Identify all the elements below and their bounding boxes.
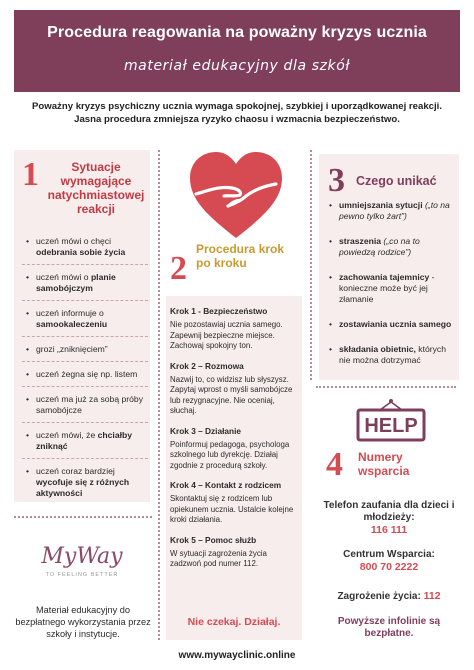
step-title: Krok 5 – Pomoc służb	[170, 534, 257, 545]
divider	[310, 150, 312, 380]
phone-number[interactable]: 116 111	[370, 524, 408, 536]
section4-title: Numery wsparcia	[358, 450, 410, 478]
page-title: Procedura reagowania na poważny kryzys ucznia	[47, 24, 427, 41]
footer-url[interactable]: www.mywayclinic.online	[178, 650, 296, 661]
list-item: • straszenia („co na to powiedzą rodzice”)	[326, 236, 456, 258]
list-item: • uczeń informuje o samookaleczeniu	[22, 308, 148, 337]
phone-label: Centrum Wsparcia:	[343, 549, 435, 560]
list-item: • uczeń żegna się np. listem	[22, 369, 148, 387]
divider	[158, 150, 160, 640]
step-title: Krok 4 – Kontakt z rodzicem	[170, 480, 282, 490]
step-title: Krok 1 - Bezpieczeństwo	[170, 306, 268, 316]
list-item: • grozi „zniknięciem”	[22, 344, 148, 362]
section1-list	[22, 236, 148, 513]
step-title: Krok 2 – Rozmowa	[170, 360, 244, 371]
phone-item	[322, 500, 456, 537]
section1-number: 1	[22, 156, 39, 193]
list-item: • zostawiania ucznia samego	[326, 319, 456, 330]
step-body: Nazwij to, co widzisz lub słyszysz. Zapytaj wprost o myśli samobójcze lub rezygnacyjne. Nie oceniaj, słuchaj.	[170, 374, 293, 415]
help-sign-text: HELP	[364, 415, 418, 437]
list-item: • uczeń mówi o chęci odebrania sobie życia	[22, 236, 148, 265]
divider	[14, 516, 152, 518]
phone-item	[322, 586, 456, 604]
support-numbers	[322, 500, 456, 652]
intro-line-2: Jasna procedura zmniejsza ryzyko chaosu i wzmacnia bezpieczeństwo.	[74, 114, 400, 125]
phone-item	[322, 616, 456, 640]
myway-logo	[34, 544, 130, 592]
list-item: • uczeń coraz bardziej wycofuje się z różnych aktywności	[22, 466, 148, 506]
free-lines-note: Powyższe infolinie są bezpłatne.	[337, 616, 441, 639]
divider	[316, 386, 456, 388]
step-item	[170, 361, 298, 417]
list-item: • składania obietnic, których nie można dotrzymać	[326, 344, 456, 366]
step-item	[170, 306, 298, 352]
steps-list	[170, 306, 298, 579]
page-subtitle: materiał edukacyjny dla szkół	[123, 58, 351, 74]
phone-number[interactable]: 112	[423, 590, 441, 602]
phone-item	[322, 549, 456, 574]
step-body: Poinformuj pedagoga, psychologa szkolnego lub dyrekcję. Działaj zgodnie z procedurą szkoły.	[170, 439, 290, 470]
step-body: Nie pozostawiaj ucznia samego. Zapewnij bezpieczne miejsce. Zachowaj spokojny ton.	[170, 320, 283, 350]
section2-title: Procedura krok po kroku	[196, 242, 285, 270]
phone-label: Zagrożenie życia:	[337, 591, 424, 602]
header-banner	[14, 10, 460, 92]
list-item: • zachowania tajemnicy - konieczne może być jej złamanie	[326, 272, 456, 305]
list-item: • umniejszania sytucji („to na pewno tylko żart”)	[326, 200, 456, 222]
section3-list	[326, 200, 456, 380]
step-title: Krok 3 – Działanie	[170, 425, 242, 436]
list-item: • uczeń ma już za sobą próby samobójcze	[22, 394, 148, 423]
step-item	[170, 426, 298, 472]
intro-line-1: Poważny kryzys psychiczny ucznia wymaga spokojnej, szybkiej i uporządkowanej reakcji.	[31, 101, 443, 112]
section2-number: 2	[170, 250, 187, 287]
list-item: • uczeń mówi, że chciałby zniknąć	[22, 430, 148, 459]
step-body: W sytuacji zagrożenia życia zadzwoń pod numer 112.	[170, 548, 267, 568]
section1-title: Sytuacje wymagające natychmiastowej reakcji	[47, 160, 145, 216]
step-item	[170, 535, 298, 570]
section4-number: 4	[326, 446, 343, 483]
logo-tagline: TO FEELING BETTER	[45, 572, 119, 578]
help-sign-icon	[354, 396, 428, 442]
list-item: • uczeń mówi o planie samobójczym	[22, 272, 148, 301]
step-body: Skontaktuj się z rodzicem lub opiekunem ucznia. Ustalcie kolejne kroki działania.	[170, 494, 294, 524]
heart-hands-icon	[188, 150, 284, 242]
phone-number[interactable]: 800 70 2222	[359, 561, 419, 573]
step-item	[170, 480, 298, 526]
closing-call: Nie czekaj. Działaj.	[187, 616, 281, 628]
logo-note: Materiał edukacyjny do bezpłatnego wykorzystania przez szkoły i instytucje.	[15, 605, 151, 639]
logo-wordmark: MyWay	[41, 544, 123, 569]
intro-text	[20, 100, 454, 126]
phone-label: Telefon zaufania dla dzieci i młodzieży:	[323, 500, 455, 523]
section3-number: 3	[328, 162, 345, 199]
section3-title: Czego unikać	[356, 174, 437, 188]
